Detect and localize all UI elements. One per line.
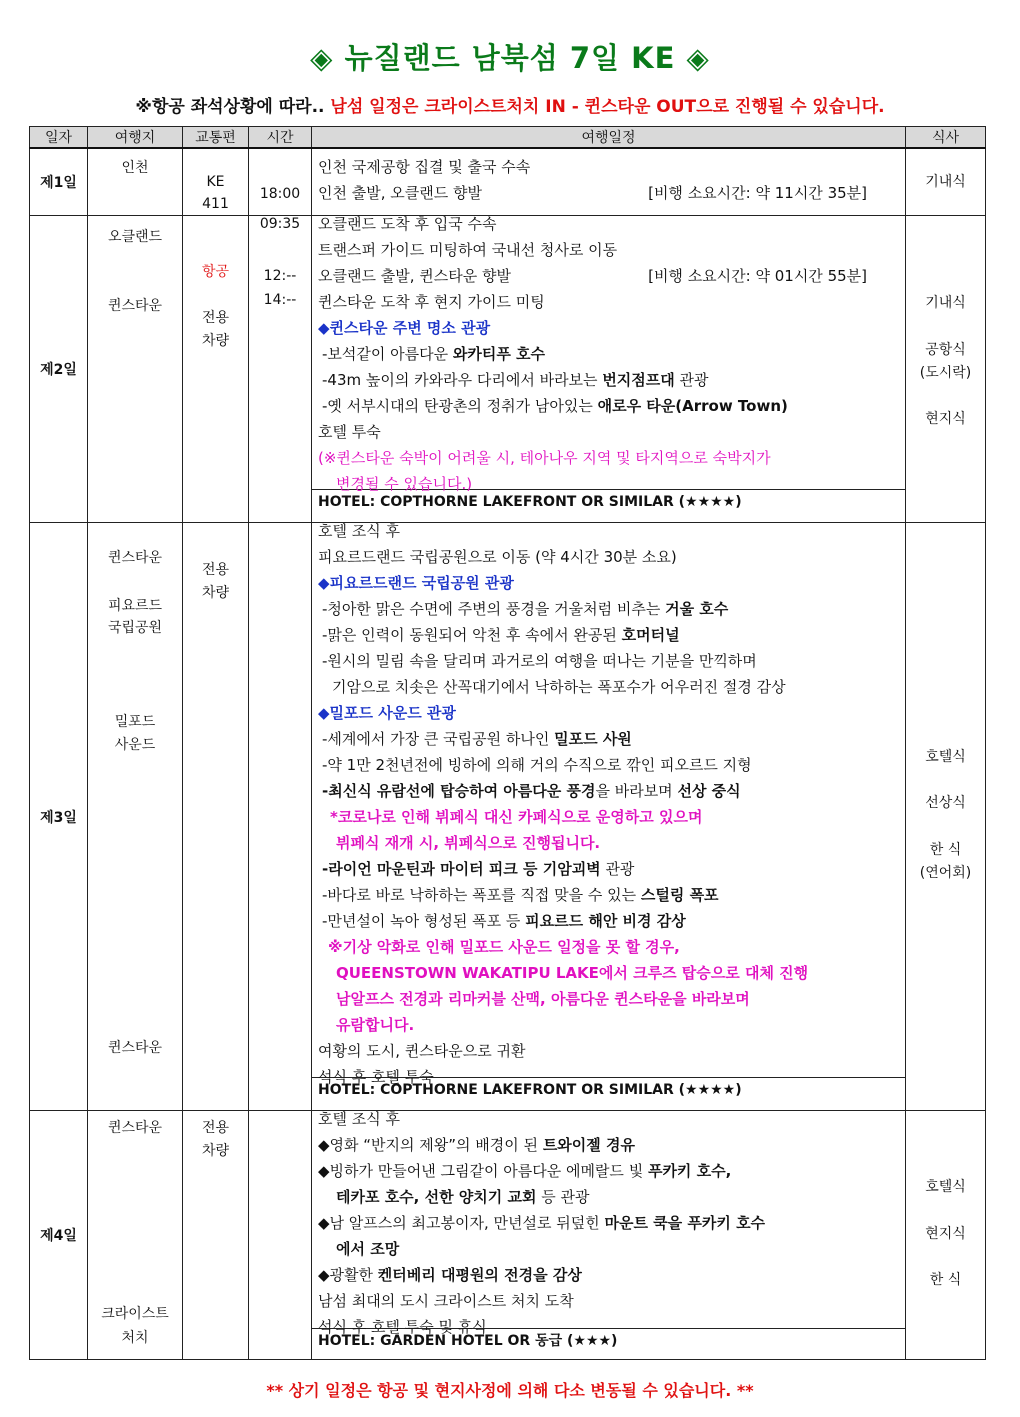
diamond-icon: ◈: [686, 41, 710, 75]
hotel-info: HOTEL: GARDEN HOTEL OR 동급 (★★★): [312, 1328, 906, 1353]
header-time: 시간: [249, 127, 312, 149]
place-cell: [88, 148, 183, 216]
schedule-text: 관광: [674, 371, 709, 389]
highlight-text: 마운트 쿡을 푸카키 호수: [604, 1214, 766, 1232]
meal-value: (도시락): [919, 365, 972, 381]
schedule-line: [312, 1184, 905, 1210]
meal-cell: [906, 1111, 986, 1360]
table-row: [30, 148, 986, 216]
highlight-text: 트와이젤 경유: [542, 1136, 635, 1154]
schedule-text: 을 바라보며: [595, 782, 678, 800]
header-schedule: 여행일정: [312, 127, 906, 149]
schedule-text: 인천 출발, 오클랜드 향발: [318, 184, 482, 202]
day-label: 제3일: [30, 523, 88, 1111]
time-value: 12:--: [263, 268, 297, 284]
table-header-row: [30, 127, 986, 149]
transport-line: KE: [206, 174, 225, 190]
schedule-note: 뷔페식 재개 시, 뷔페식으로 진행됩니다.: [336, 834, 601, 852]
header-place: 여행지: [88, 127, 183, 149]
schedule-text: -청아한 맑은 수면에 주변의 풍경을 거울처럼 비추는: [322, 600, 666, 618]
itinerary-table: [29, 126, 986, 1360]
header-meal: 식사: [906, 127, 986, 149]
place-cell: [88, 1111, 183, 1360]
schedule-line: 인천 국제공항 집결 및 출국 수속: [318, 158, 531, 176]
header-day: 일자: [30, 127, 88, 149]
meal-value: 한 식: [929, 842, 962, 858]
meal-cell: [906, 216, 986, 523]
highlight-text: 거울 호수: [665, 600, 729, 618]
place-name: 퀸스타운: [107, 1120, 163, 1136]
flight-duration: [비행 소요시간: 약 01시간 55분]: [648, 267, 867, 285]
meal-value: 선상식: [925, 795, 966, 811]
schedule-note: 유람합니다.: [336, 1016, 415, 1034]
schedule-line: -원시의 밀림 속을 달리며 과거로의 여행을 떠나는 기분을 만끽하며: [322, 652, 757, 670]
schedule-line: 기암으로 치솟은 산꼭대기에서 낙하하는 폭포수가 어우러진 절경 감상: [332, 678, 786, 696]
schedule-text: -43m 높이의 카와라우 다리에서 바라보는: [322, 371, 603, 389]
schedule-line: [312, 263, 905, 289]
page-title: [0, 36, 1020, 77]
meal-cell: [906, 523, 986, 1111]
highlight-text: 밀포드 사원: [554, 730, 632, 748]
schedule-text: -바다로 바로 낙하하는 폭포를 직접 맞을 수 있는: [322, 886, 641, 904]
time-cell: [249, 216, 312, 523]
schedule-text: -맑은 인력이 동원되어 악천 후 속에서 완공된: [322, 626, 622, 644]
highlight-text: 와카티푸 호수: [452, 345, 546, 363]
time-cell: [249, 1111, 312, 1360]
highlight-text: 테카포 호수, 선한 양치기 교회: [336, 1188, 537, 1206]
highlight-text: 피요르드 해안 비경 감상: [525, 912, 686, 930]
transport-line: 차량: [201, 333, 230, 349]
schedule-line: [312, 341, 905, 367]
schedule-text: -옛 서부시대의 탄광촌의 정취가 남아있는: [322, 397, 598, 415]
time-value: 18:00: [259, 186, 301, 202]
schedule-note: 남알프스 전경과 리마커블 산맥, 아름다운 퀸스타운을 바라보며: [336, 990, 750, 1008]
section-heading: ◆퀸스타운 주변 명소 관광: [318, 319, 491, 337]
schedule-line: [312, 622, 905, 648]
place-name: 사운드: [114, 737, 156, 753]
place-name: 국립공원: [107, 620, 163, 636]
schedule-line: [312, 180, 905, 206]
table-row: [30, 523, 986, 1111]
meal-value: 현지식: [925, 411, 966, 427]
meal-value: 현지식: [925, 1226, 966, 1242]
table-row: [30, 216, 986, 523]
transport-cell: [183, 148, 249, 216]
meal-value: 기내식: [925, 174, 966, 190]
transport-cell: [183, 1111, 249, 1360]
meal-value: 호텔식: [925, 1179, 966, 1195]
notice-prefix: ※항공 좌석상황에 따라..: [135, 97, 325, 117]
section-heading: ◆밀포드 사운드 관광: [318, 704, 456, 722]
schedule-note: 변경될 수 있습니다.): [336, 475, 473, 493]
day-label: 제2일: [30, 216, 88, 523]
schedule-line: 여황의 도시, 퀸스타운으로 귀환: [318, 1042, 526, 1060]
highlight-text: 번지점프대: [602, 371, 675, 389]
meal-value: 공항식: [925, 342, 966, 358]
highlight-text: -라이언 마운틴과 마이터 피크 등 기암괴벽: [322, 860, 601, 878]
schedule-text: ◆영화 “반지의 제왕”의 배경이 된: [318, 1136, 543, 1154]
diamond-icon: ◈: [310, 41, 334, 75]
transport-line: 차량: [201, 1143, 230, 1159]
schedule-cell: [312, 1111, 906, 1360]
highlight-text: -최신식 유람선에 탑승하여 아름다운 풍경: [322, 782, 596, 800]
highlight-text: 켄터베리 대평원의 전경을 감상: [377, 1266, 582, 1284]
highlight-text: 선상 중식: [677, 782, 741, 800]
place-cell: [88, 523, 183, 1111]
meal-cell: [906, 148, 986, 216]
transport-line: 차량: [201, 585, 230, 601]
schedule-line: 호텔 조식 후: [318, 522, 400, 540]
schedule-line: [312, 882, 905, 908]
schedule-line: 트랜스퍼 가이드 미팅하여 국내선 청사로 이동: [318, 241, 618, 259]
schedule-cell: [312, 148, 906, 216]
schedule-line: [312, 1158, 905, 1184]
section-heading: ◆피요르드랜드 국립공원 관광: [318, 574, 514, 592]
header-transport: 교통편: [183, 127, 249, 149]
place-name: 퀸스타운: [107, 550, 163, 566]
highlight-text: 스털링 폭포: [640, 886, 719, 904]
footer-notice: ** 상기 일정은 항공 및 현지사정에 의해 다소 변동될 수 있습니다. **: [266, 1381, 754, 1400]
schedule-line: 남섬 최대의 도시 크라이스트 처치 도착: [318, 1292, 574, 1310]
schedule-text: ◆광활한: [318, 1266, 378, 1284]
schedule-line: 피요르드랜드 국립공원으로 이동 (약 4시간 30분 소요): [318, 548, 677, 566]
hotel-info: HOTEL: COPTHORNE LAKEFRONT OR SIMILAR (★★★★): [312, 1077, 906, 1102]
schedule-line: [312, 1132, 905, 1158]
transport-line: 전용: [201, 1120, 230, 1136]
notice-main: 남섬 일정은 크라이스트처치 IN - 퀸스타운 OUT으로 진행될 수 있습니다.: [330, 97, 885, 117]
schedule-line: [312, 1262, 905, 1288]
schedule-note: ※기상 악화로 인해 밀포드 사운드 일정을 못 할 경우,: [328, 938, 680, 956]
place-name: 오클랜드: [107, 229, 163, 245]
place-name: 피요르드: [107, 598, 163, 614]
transport-line: 항공: [201, 264, 230, 280]
schedule-text: ◆남 알프스의 최고봉이자, 만년설로 뒤덮힌: [318, 1214, 605, 1232]
schedule-text: 관광: [600, 860, 635, 878]
schedule-cell: [312, 216, 906, 523]
schedule-line: 석식 후 호텔 투숙: [318, 1068, 434, 1086]
time-cell: [249, 523, 312, 1111]
schedule-text: ◆빙하가 만들어낸 그림같이 아름다운 에메랄드 빛: [318, 1162, 648, 1180]
schedule-line: -약 1만 2천년전에 빙하에 의해 거의 수직으로 깎인 피오르드 지형: [322, 756, 752, 774]
schedule-line: 에서 조망: [336, 1240, 400, 1258]
schedule-line: [312, 726, 905, 752]
transport-line: 전용: [201, 310, 230, 326]
schedule-line: 퀸스타운 도착 후 현지 가이드 미팅: [318, 293, 545, 311]
schedule-text: 오클랜드 출발, 퀸스타운 향발: [318, 267, 511, 285]
schedule-line: [312, 1210, 905, 1236]
meal-value: (연어회): [919, 865, 972, 881]
place-name: 밀포드: [114, 714, 156, 730]
meal-value: 한 식: [929, 1272, 962, 1288]
day-label: 제1일: [30, 148, 88, 216]
schedule-line: [312, 367, 905, 393]
transport-cell: [183, 216, 249, 523]
schedule-text: -세계에서 가장 큰 국립공원 하나인: [322, 730, 555, 748]
transport-cell: [183, 523, 249, 1111]
time-value: 09:35: [259, 216, 301, 232]
schedule-line: [312, 596, 905, 622]
schedule-line: 호텔 투숙: [318, 423, 381, 441]
schedule-cell: [312, 523, 906, 1111]
table-row: [30, 1111, 986, 1360]
schedule-note: QUEENSTOWN WAKATIPU LAKE에서 크루즈 탑승으로 대체 진행: [336, 964, 809, 982]
place-name: 크라이스트: [101, 1306, 169, 1322]
highlight-text: 푸카키 호수,: [647, 1162, 732, 1180]
schedule-line: [312, 908, 905, 934]
place-name: 인천: [121, 160, 149, 176]
hotel-info: HOTEL: COPTHORNE LAKEFRONT OR SIMILAR (★★★★): [312, 489, 906, 514]
highlight-text: 애로우 타운(Arrow Town): [597, 397, 788, 415]
schedule-line: 석식 후 호텔 투숙 및 휴식: [318, 1318, 487, 1336]
place-name: 처치: [121, 1330, 149, 1346]
schedule-text: -만년설이 녹아 형성된 폭포 등: [322, 912, 526, 930]
transport-line: 411: [202, 196, 229, 212]
schedule-note: (※퀸스타운 숙박이 어려울 시, 테아나우 지역 및 타지역으로 숙박지가: [318, 449, 771, 467]
meal-value: 호텔식: [925, 749, 966, 765]
schedule-line: [312, 856, 905, 882]
meal-value: 기내식: [925, 295, 966, 311]
time-cell: [249, 148, 312, 216]
transport-line: 전용: [201, 562, 230, 578]
place-cell: [88, 216, 183, 523]
schedule-line: 호텔 조식 후: [318, 1110, 400, 1128]
title-text: 뉴질랜드 남북섬 7일 KE: [344, 41, 676, 75]
schedule-line: [312, 393, 905, 419]
time-value: 14:--: [263, 292, 297, 308]
schedule-line: 오클랜드 도착 후 입국 수속: [318, 215, 497, 233]
place-name: 퀸스타운: [107, 1040, 163, 1056]
schedule-note: *코로나로 인해 뷔페식 대신 카페식으로 운영하고 있으며: [330, 808, 703, 826]
place-name: 퀸스타운: [107, 298, 163, 314]
flight-notice: [0, 92, 1020, 117]
schedule-text: -보석같이 아름다운: [322, 345, 453, 363]
day-label: 제4일: [30, 1111, 88, 1360]
highlight-text: 호머터널: [621, 626, 680, 644]
schedule-line: [312, 778, 905, 804]
flight-duration: [비행 소요시간: 약 11시간 35분]: [648, 184, 867, 202]
schedule-text: 등 관광: [536, 1188, 590, 1206]
